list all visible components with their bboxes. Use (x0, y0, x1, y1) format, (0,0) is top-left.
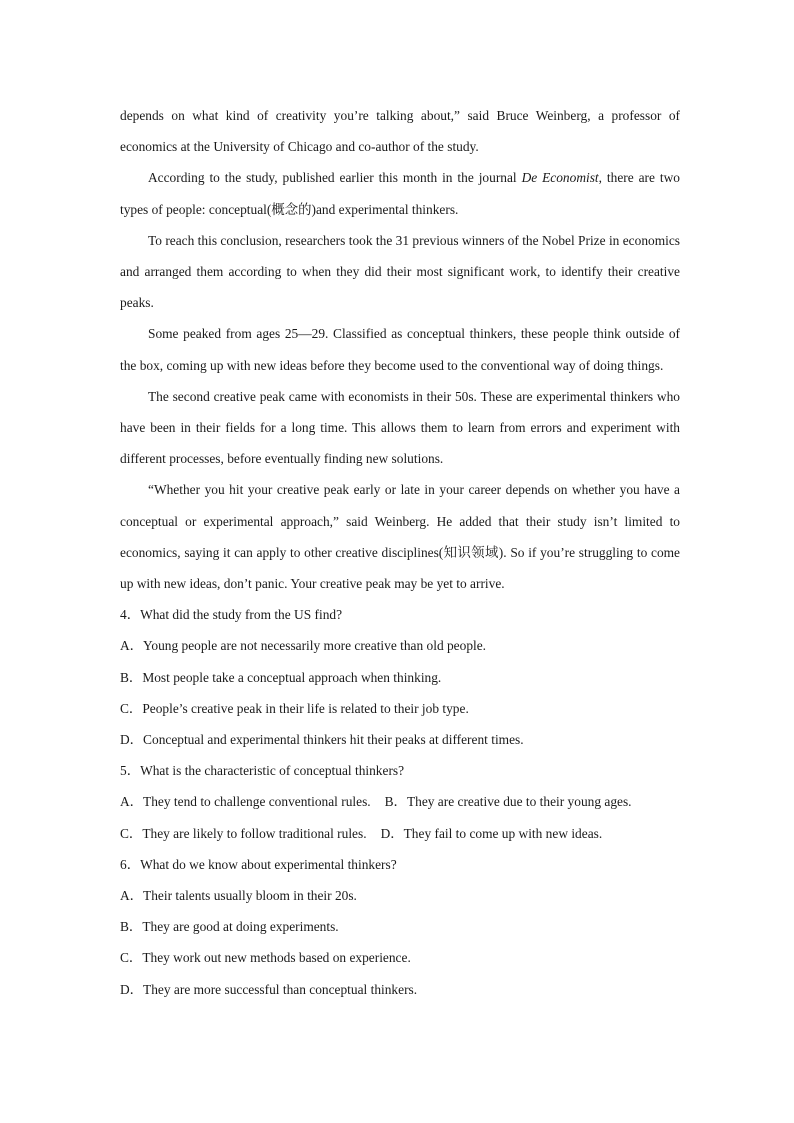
question-6-option-c: C．They work out new methods based on experience. (120, 950, 411, 966)
passage-paragraph-conceptual: Some peaked from ages 25—29. Classified as conceptual thinkers, these people think outside of the box, coming up with new ideas before they become used to the conventional way of doing things. (120, 326, 680, 373)
question-4-option-d: D．Conceptual and experimental thinkers hit their peaks at different times. (120, 732, 524, 748)
passage-paragraph-method: To reach this conclusion, researchers took the 31 previous winners of the Nobel Prize in economics and arranged them according to when they did their most significant work, to identify their creative peaks. (120, 232, 680, 311)
paragraph-text: , there are two types of people: conceptual(概念的)and experimental thinkers. (120, 170, 680, 217)
question-6-stem: 6．What do we know about experimental thinkers? (120, 856, 397, 872)
question-5-option-d: D．They fail to come up with new ideas. (380, 825, 603, 841)
passage-paragraph-experimental: The second creative peak came with economists in their 50s. These are experimental thinkers who have been in their fields for a long time. This allows them to learn from errors and experiment with different processes, before eventually finding new solutions. (120, 388, 680, 467)
question-4-option-a: A．Young people are not necessarily more creative than old people. (120, 638, 487, 654)
question-5-option-b: B．They are creative due to their young ages. (384, 794, 632, 810)
journal-title: De Economist (521, 170, 599, 186)
paragraph-text: According to the study, published earlier this month in the journal (148, 170, 522, 186)
question-5-options-ab (120, 786, 680, 817)
passage-paragraph-conclusion: “Whether you hit your creative peak early or late in your career depends on whether you have a conceptual or experimental approach,” said Weinberg. He added that their study isn’t limited to economics, saying it can apply to other creative disciplines(知识领域). So if you’re struggling to come up with new ideas, don’t panic. Your creative peak may be yet to arrive. (120, 482, 680, 592)
question-6-option-d: D．They are more successful than conceptual thinkers. (120, 981, 418, 997)
question-6-option-b: B．They are good at doing experiments. (120, 919, 339, 935)
question-4-stem: 4．What did the study from the US find? (120, 607, 343, 623)
question-5-options-cd (120, 818, 680, 849)
question-5-option-a: A．They tend to challenge conventional rules. (120, 794, 371, 810)
passage-paragraph-study-types (120, 162, 680, 224)
document-body (120, 100, 680, 1005)
passage-paragraph-continued: depends on what kind of creativity you’re talking about,” said Bruce Weinberg, a professor of economics at the University of Chicago and co-author of the study. (120, 108, 680, 155)
question-4-option-b: B．Most people take a conceptual approach when thinking. (120, 669, 442, 685)
question-6-option-a: A．Their talents usually bloom in their 20s. (120, 888, 357, 904)
question-4-option-c: C．People’s creative peak in their life is related to their job type. (120, 700, 469, 716)
question-5-stem: 5．What is the characteristic of conceptual thinkers? (120, 763, 405, 779)
question-5-option-c: C．They are likely to follow traditional rules. (120, 825, 367, 841)
